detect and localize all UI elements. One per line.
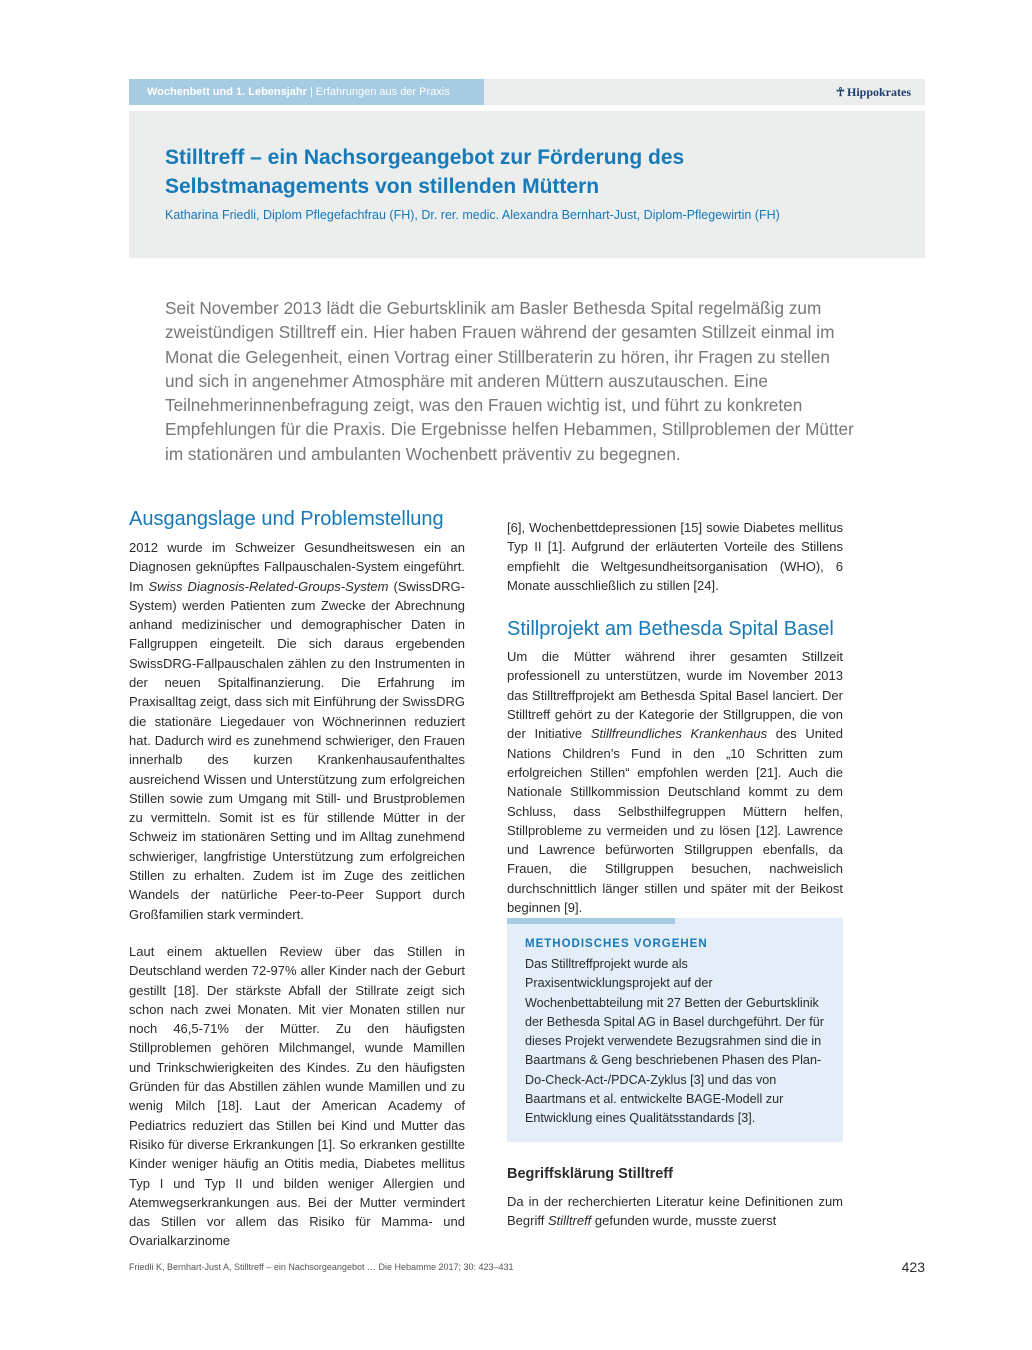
paragraph-1-text-a: 2012 wurde im Schweizer Gesundheitswesen ein an Diagnosen geknüpftes Fallpauschalen-System eingeführt. Im <box>129 540 465 594</box>
section-heading-ausgangslage: Ausgangslage und Problemstellung <box>129 508 444 530</box>
article-title: Stilltreff – ein Nachsorgeangebot zur Förderung des Selbstmanagements von stillenden Müttern <box>165 146 685 198</box>
section-separator: | <box>309 86 313 98</box>
article-authors: Katharina Friedli, Diplom Pflegefachfrau (FH), Dr. rer. medic. Alexandra Bernhart-Just, Diplom-Pflegewirtin (FH) <box>165 208 780 222</box>
paragraph-3: [6], Wochenbettdepressionen [15] sowie Diabetes mellitus Typ II [1]. Aufgrund der erläuterten Vorteile des Stillens empfiehlt die Weltgesundheitsorganisation (WHO), 6 Monate ausschließlich zu stillen [24]. <box>507 520 843 593</box>
section-label <box>129 79 484 105</box>
hippokrates-logo-icon: ☥ <box>836 85 845 99</box>
paragraph-1-text-b: (SwissDRG-System) werden Patienten zum Zwecke der Abrechnung anhand medizinischer und demographischer Daten in Fallgruppen eingeteilt. Die sich daraus ergebenden SwissDRG-Fallpauschalen zählen zu den Instrumenten in der neuen Spitalfinanzierung. Die Erfahrung im Praxisalltag zeigt, dass sich mit Einführung der SwissDRG die stationäre Liegedauer von Wöchnerinnen reduziert hat. Dadurch wird es zunehmend schwieriger, den Frauen innerhalb des kurzen Krankenhausaufenthaltes ausreichend Wissen und Unterstützung zum erfolgreichen Stillen sowie zum Umgang mit Still- und Brustproblemen zu vermitteln. Somit ist es für stillende Mütter in der Schweiz im stationären Setting und im Alltag zunehmend schwieriger, langfristige Unterstützung zum erfolgreichen Stillen zu erhalten. Zudem ist im Zuge des zeitlichen Wandels der natürliche Peer-to-Peer Support durch Großfamilien stark vermindert. <box>129 578 465 922</box>
paragraph-5 <box>507 1192 843 1231</box>
page-number: 423 <box>901 1259 925 1275</box>
section-heading-stillprojekt: Stillprojekt am Bethesda Spital Basel <box>507 618 834 641</box>
methods-box-accent <box>507 918 675 924</box>
abstract: Seit November 2013 lädt die Geburtsklinik am Basler Bethesda Spital regelmäßig zum zweistündigen Stilltreff ein. Hier haben Frauen während der gesamten Stillzeit einmal im Monat die Gelegenheit, einen Vortrag einer Stillberaterin zu hören, ihr Fragen zu stellen und sich in angenehmer Atmosphäre mit anderen Müttern auszutauschen. Eine Teilnehmerinnenbefragung zeigt, was den Frauen wichtig ist, und führt zu konkreten Empfehlungen für die Praxis. Die Ergebnisse helfen Hebammen, Stillproblemen der Mütter im stationären und ambulanten Wochenbett präventiv zu begegnen. <box>165 298 854 464</box>
running-header <box>129 79 925 105</box>
paragraph-1 <box>129 538 465 924</box>
section-label-sub: Erfahrungen aus der Praxis <box>315 86 450 98</box>
section-label-main: Wochenbett und 1. Lebensjahr <box>147 86 307 98</box>
right-column <box>507 518 843 917</box>
paragraph-5-text-a: Da in der recherchierten Literatur keine Definitionen zum Begriff <box>507 1194 843 1229</box>
paragraph-5-text-b: gefunden wurde, musste zuerst <box>591 1213 777 1229</box>
paragraph-4 <box>507 647 843 917</box>
paragraph-5-italic: Stilltreff <box>547 1213 592 1229</box>
methods-box-title: METHODISCHES VORGEHEN <box>525 938 708 950</box>
methods-box-text: Das Stilltreffprojekt wurde als Praxisentwicklungsprojekt auf der Wochenbettabteilung mit 27 Betten der Geburtsklinik der Bethesda Spital AG in Basel durchgeführt. Der für dieses Projekt verwendete Bezugsrahmen sind die in Baartmans & Geng beschriebenen Phasen des Plan-Do-Check-Act-/PDCA-Zyklus [3] und das von Baartmans et al. entwickelte BAGE-Modell zur Entwicklung eines Qualitätsstandards [3]. <box>525 957 824 1126</box>
footer-citation: Friedli K, Bernhart-Just A, Stilltreff – ein Nachsorgeangebot … Die Hebamme 2017; 30: 423–431 <box>129 1262 514 1272</box>
paragraph-1-italic: Swiss Diagnosis-Related-Groups-System <box>148 578 389 594</box>
paragraph-4-text-a: Um die Mütter während ihrer gesamten Stillzeit professionell zu unterstützen, wurde im November 2013 das Stilltreffprojekt am Bethesda Spital Basel lanciert. Der Stilltreff gehört zu der Kategorie der Stillgruppen, die von der Initiative <box>507 649 843 742</box>
paragraph-2: Laut einem aktuellen Review über das Stillen in Deutschland werden 72-97% aller Kinder nach der Geburt gestillt [18]. Der stärkste Abfall der Stillrate zeigt sich schon nach zwei Monaten. Mit vier Monaten stillen nur noch 46,5-71% der Mütter. Zu den häufigsten Stillproblemen gehören Milchmangel, wunde Mamillen und Trinkschwierigkeiten des Kindes. Zu den häufigsten Gründen für das Abstillen zählen wunde Mamillen und zu wenig Milch [18]. Laut der American Academy of Pediatrics reduziert das Stillen bei Kind und Mutter das Risiko für diverse Erkrankungen [1]. So erkranken gestillte Kinder weniger häufig an Otitis media, Diabetes mellitus Typ I und Typ II und bilden weniger Allergien und Atemwegserkrankungen aus. Bei der Mutter vermindert das Stillen vor allem das Risiko für Mamma- und Ovarialkarzinome <box>129 943 465 1249</box>
subsection-heading: Begriffsklärung Stilltreff <box>507 1166 673 1182</box>
publisher-brand <box>836 79 911 105</box>
title-panel <box>129 111 925 258</box>
methods-box <box>507 918 843 1142</box>
brand-name: Hippokrates <box>846 85 911 99</box>
paragraph-4-text-b: des United Nations Children’s Fund in den „10 Schritten zum erfolgreichen Stillen“ empfohlen werden [21]. Auch die Nationale Stillkommission Deutschland kommt zu dem Schluss, dass Selbsthilfegruppen Müttern helfen, Stillprobleme zu vermeiden und zu lösen [12]. Lawrence und Lawrence befürworten Stillgruppen ebenfalls, da Frauen, die Stillgruppen besuchen, nachweislich durchschnittlich länger stillen und später mit der Beikost beginnen [9]. <box>507 726 844 916</box>
left-column <box>129 506 465 1251</box>
paragraph-4-italic: Stillfreundliches Krankenhaus <box>590 726 768 742</box>
